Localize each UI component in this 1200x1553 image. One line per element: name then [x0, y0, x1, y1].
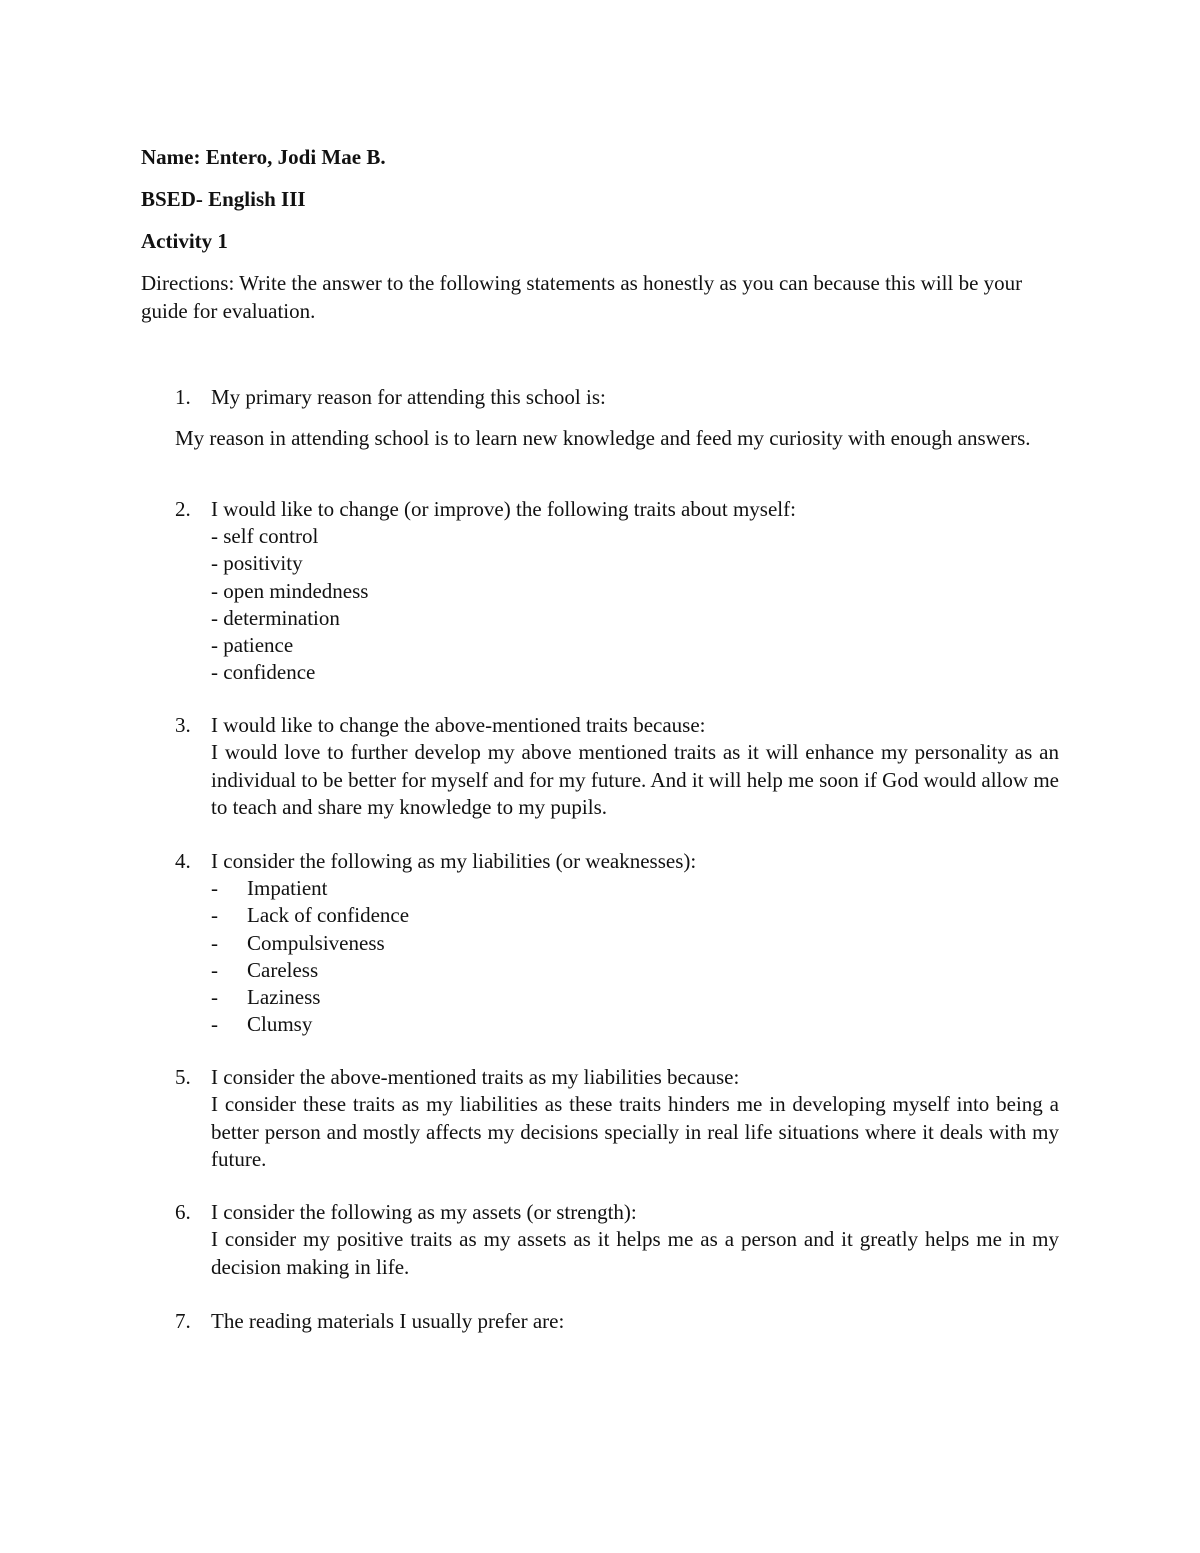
- dash-bullet: -: [211, 876, 218, 900]
- item-2-number: 2.: [175, 497, 191, 521]
- dash-bullet: -: [211, 957, 218, 982]
- student-name: Name: Entero, Jodi Mae B.: [141, 145, 386, 169]
- liability-item: [211, 1011, 409, 1038]
- item-4-number: 4.: [175, 849, 191, 873]
- trait-item: - self control: [211, 524, 319, 548]
- item-6-prompt: I consider the following as my assets (or strength):: [211, 1200, 637, 1224]
- dash-bullet: -: [211, 985, 218, 1010]
- liability-item: [211, 902, 409, 929]
- item-7-prompt: The reading materials I usually prefer are:: [211, 1309, 565, 1333]
- item-7-number: 7.: [175, 1309, 191, 1333]
- liability-label: Compulsiveness: [247, 930, 385, 955]
- liability-label: Lack of confidence: [247, 903, 410, 928]
- liability-label: Impatient: [247, 876, 328, 900]
- item-1-prompt: My primary reason for attending this school is:: [211, 385, 606, 409]
- directions-text: Directions: Write the answer to the following statements as honestly as you can because this will be your guide for evaluation.: [141, 271, 1023, 323]
- dash-bullet: -: [211, 903, 218, 928]
- liability-item: [211, 957, 409, 984]
- item-3-prompt: I would like to change the above-mentioned traits because:: [211, 713, 706, 737]
- item-3-answer: I would love to further develop my above mentioned traits as it will enhance my personality as an individual to be better for myself and for my future. And it will help me soon if God would allow me to teach and share my knowledge to my pupils.: [211, 740, 1059, 819]
- liability-label: Careless: [247, 957, 319, 982]
- item-1-answer: My reason in attending school is to learn new knowledge and feed my curiosity with enough answers.: [175, 426, 1031, 450]
- course-label: BSED- English III: [141, 187, 306, 211]
- item-5-prompt: I consider the above-mentioned traits as my liabilities because:: [211, 1065, 740, 1089]
- item-6-answer: I consider my positive traits as my assets as it helps me as a person and it greatly helps me in my decision making in life.: [211, 1227, 1059, 1279]
- item-2-prompt: I would like to change (or improve) the following traits about myself:: [211, 497, 796, 521]
- activity-title: Activity 1: [141, 229, 228, 253]
- item-3-number: 3.: [175, 713, 191, 737]
- trait-item: - confidence: [211, 660, 316, 685]
- item-5-number: 5.: [175, 1065, 191, 1089]
- item-4-prompt: I consider the following as my liabilities (or weaknesses):: [211, 849, 697, 873]
- dash-bullet: -: [211, 930, 218, 955]
- liability-item: [211, 930, 409, 957]
- liability-label: Clumsy: [247, 1012, 313, 1037]
- liability-item: [211, 984, 409, 1011]
- trait-item: - positivity: [211, 551, 303, 576]
- item-1-number: 1.: [175, 385, 191, 409]
- liabilities-list: [211, 875, 409, 1039]
- item-5-answer: I consider these traits as my liabilities as these traits hinders me in developing myself into being a better person and mostly affects my decisions specially in real life situations where it deals with my future.: [211, 1092, 1059, 1171]
- trait-item: - open mindedness: [211, 578, 369, 603]
- liability-item: [211, 875, 409, 902]
- trait-item: - determination: [211, 605, 340, 630]
- improvement-traits-list: [211, 523, 368, 687]
- item-6-number: 6.: [175, 1200, 191, 1224]
- liability-label: Laziness: [247, 985, 321, 1010]
- dash-bullet: -: [211, 1012, 218, 1037]
- trait-item: - patience: [211, 633, 294, 658]
